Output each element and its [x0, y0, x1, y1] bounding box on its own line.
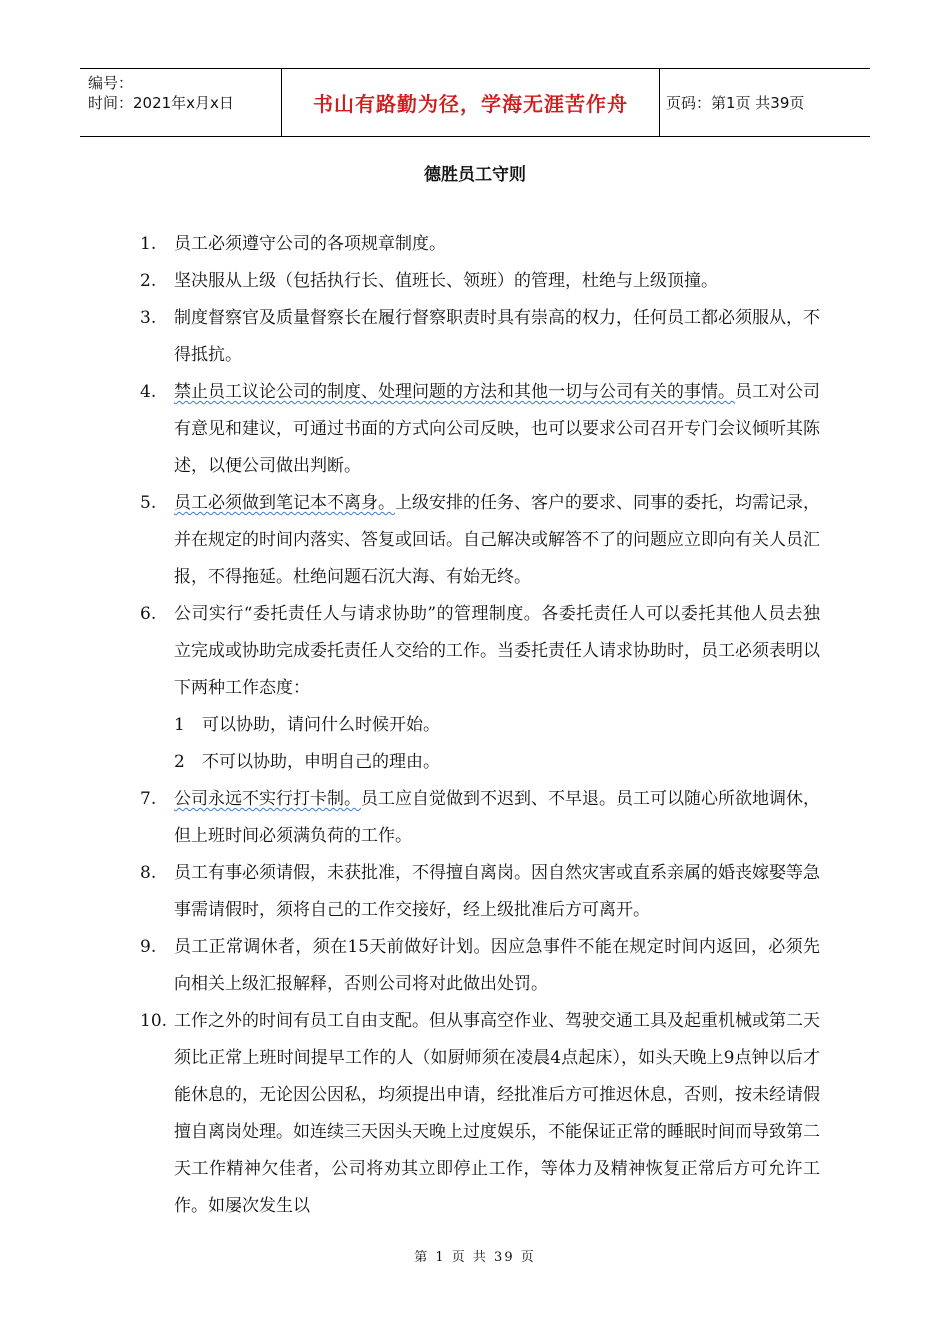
rule-item	[140, 1003, 820, 1225]
rule-number: 7.	[140, 789, 157, 809]
rule-subitem	[140, 744, 820, 781]
rule-number: 6.	[140, 604, 157, 624]
subitem-text: 可以协助，请问什么时候开始。	[202, 715, 440, 735]
rule-number: 9.	[140, 937, 157, 957]
header-slogan: 书山有路勤为径，学海无涯苦作舟	[313, 92, 628, 116]
rule-text: 员工有事必须请假，未获批准，不得擅自离岗。因自然灾害或直系亲属的婚丧嫁娶等急事需请假时，须将自己的工作交接好，经上级批准后方可离开。	[174, 863, 820, 920]
subitem-text: 不可以协助，申明自己的理由。	[202, 752, 440, 772]
rule-text-flagged: 公司永远不实行打卡制。	[174, 789, 361, 809]
rule-number: 5.	[140, 493, 157, 513]
rule-number: 10.	[140, 1011, 168, 1031]
document-body	[140, 226, 820, 1225]
rule-text: 员工对公司有意见和建议，可通过书面的方式向公司反映，也可以要求公司召开专门会议倾听其陈述，以便公司做出判断。	[174, 382, 820, 476]
rule-number: 8.	[140, 863, 157, 883]
rule-text: 坚决服从上级（包括执行长、值班长、领班）的管理，杜绝与上级顶撞。	[174, 271, 718, 291]
rule-text-flagged: 禁止员工议论公司的制度、处理问题的方法和其他一切与公司有关的事情。	[174, 382, 735, 402]
rule-number: 3.	[140, 308, 157, 328]
header-slogan-cell	[282, 69, 660, 136]
document-number-label: 编号：	[88, 74, 134, 92]
rule-item	[140, 855, 820, 929]
header-table	[80, 68, 870, 137]
rule-subitem	[140, 707, 820, 744]
rule-text: 员工应自觉做到不迟到、不早退。员工可以随心所欲地调休，但上班时间必须满负荷的工作。	[174, 789, 820, 846]
rule-text: 工作之外的时间有员工自由支配。但从事高空作业、驾驶交通工具及起重机械或第二天须比正常上班时间提早工作的人（如厨师须在凌晨4点起床），如头天晚上9点钟以后才能休息的，无论因公因私，均须提出申请，经批准后方可推迟休息，否则，按未经请假擅自离岗处理。如连续三天因头天晚上过度娱乐，不能保证正常的睡眠时间而导致第二天工作精神欠佳者，公司将劝其立即停止工作，等体力及精神恢复正常后方可允许工作。如屡次发生以	[174, 1011, 820, 1216]
rule-text: 上级安排的任务、客户的要求、同事的委托，均需记录，并在规定的时间内落实、答复或回话。自己解决或解答不了的问题应立即向有关人员汇报，不得拖延。杜绝问题石沉大海、有始无终。	[174, 493, 820, 587]
rule-item	[140, 263, 820, 300]
document-date-label: 时间：2021年x月x日	[88, 94, 234, 112]
rule-text: 制度督察官及质量督察长在履行督察职责时具有崇高的权力，任何员工都必须服从，不得抵抗。	[174, 308, 820, 365]
subitem-number: 2	[174, 752, 185, 772]
rule-number: 1.	[140, 234, 157, 254]
rule-item	[140, 596, 820, 707]
rule-item	[140, 374, 820, 485]
rule-item	[140, 485, 820, 596]
document-title: 德胜员工守则	[424, 165, 526, 185]
subitem-number: 1	[174, 715, 185, 735]
rule-item	[140, 781, 820, 855]
rule-item	[140, 929, 820, 1003]
rule-item	[140, 226, 820, 263]
rule-text-flagged: 员工必须做到笔记本不离身。	[174, 493, 395, 513]
rule-text: 员工必须遵守公司的各项规章制度。	[174, 234, 446, 254]
header-page-cell	[660, 69, 870, 136]
rule-number: 2.	[140, 271, 157, 291]
rule-number: 4.	[140, 382, 157, 402]
rule-item	[140, 300, 820, 374]
header-page-info: 页码：第1页 共39页	[666, 94, 805, 112]
rule-text: 员工正常调休者，须在15天前做好计划。因应急事件不能在规定时间内返回，必须先向相关上级汇报解释，否则公司将对此做出处罚。	[174, 937, 820, 994]
rule-text: 公司实行“委托责任人与请求协助”的管理制度。各委托责任人可以委托其他人员去独立完成或协助完成委托责任人交给的工作。当委托责任人请求协助时，员工必须表明以下两种工作态度：	[174, 604, 820, 698]
header-meta-cell	[80, 69, 282, 136]
page-footer: 第 1 页 共 39 页	[414, 1250, 536, 1265]
